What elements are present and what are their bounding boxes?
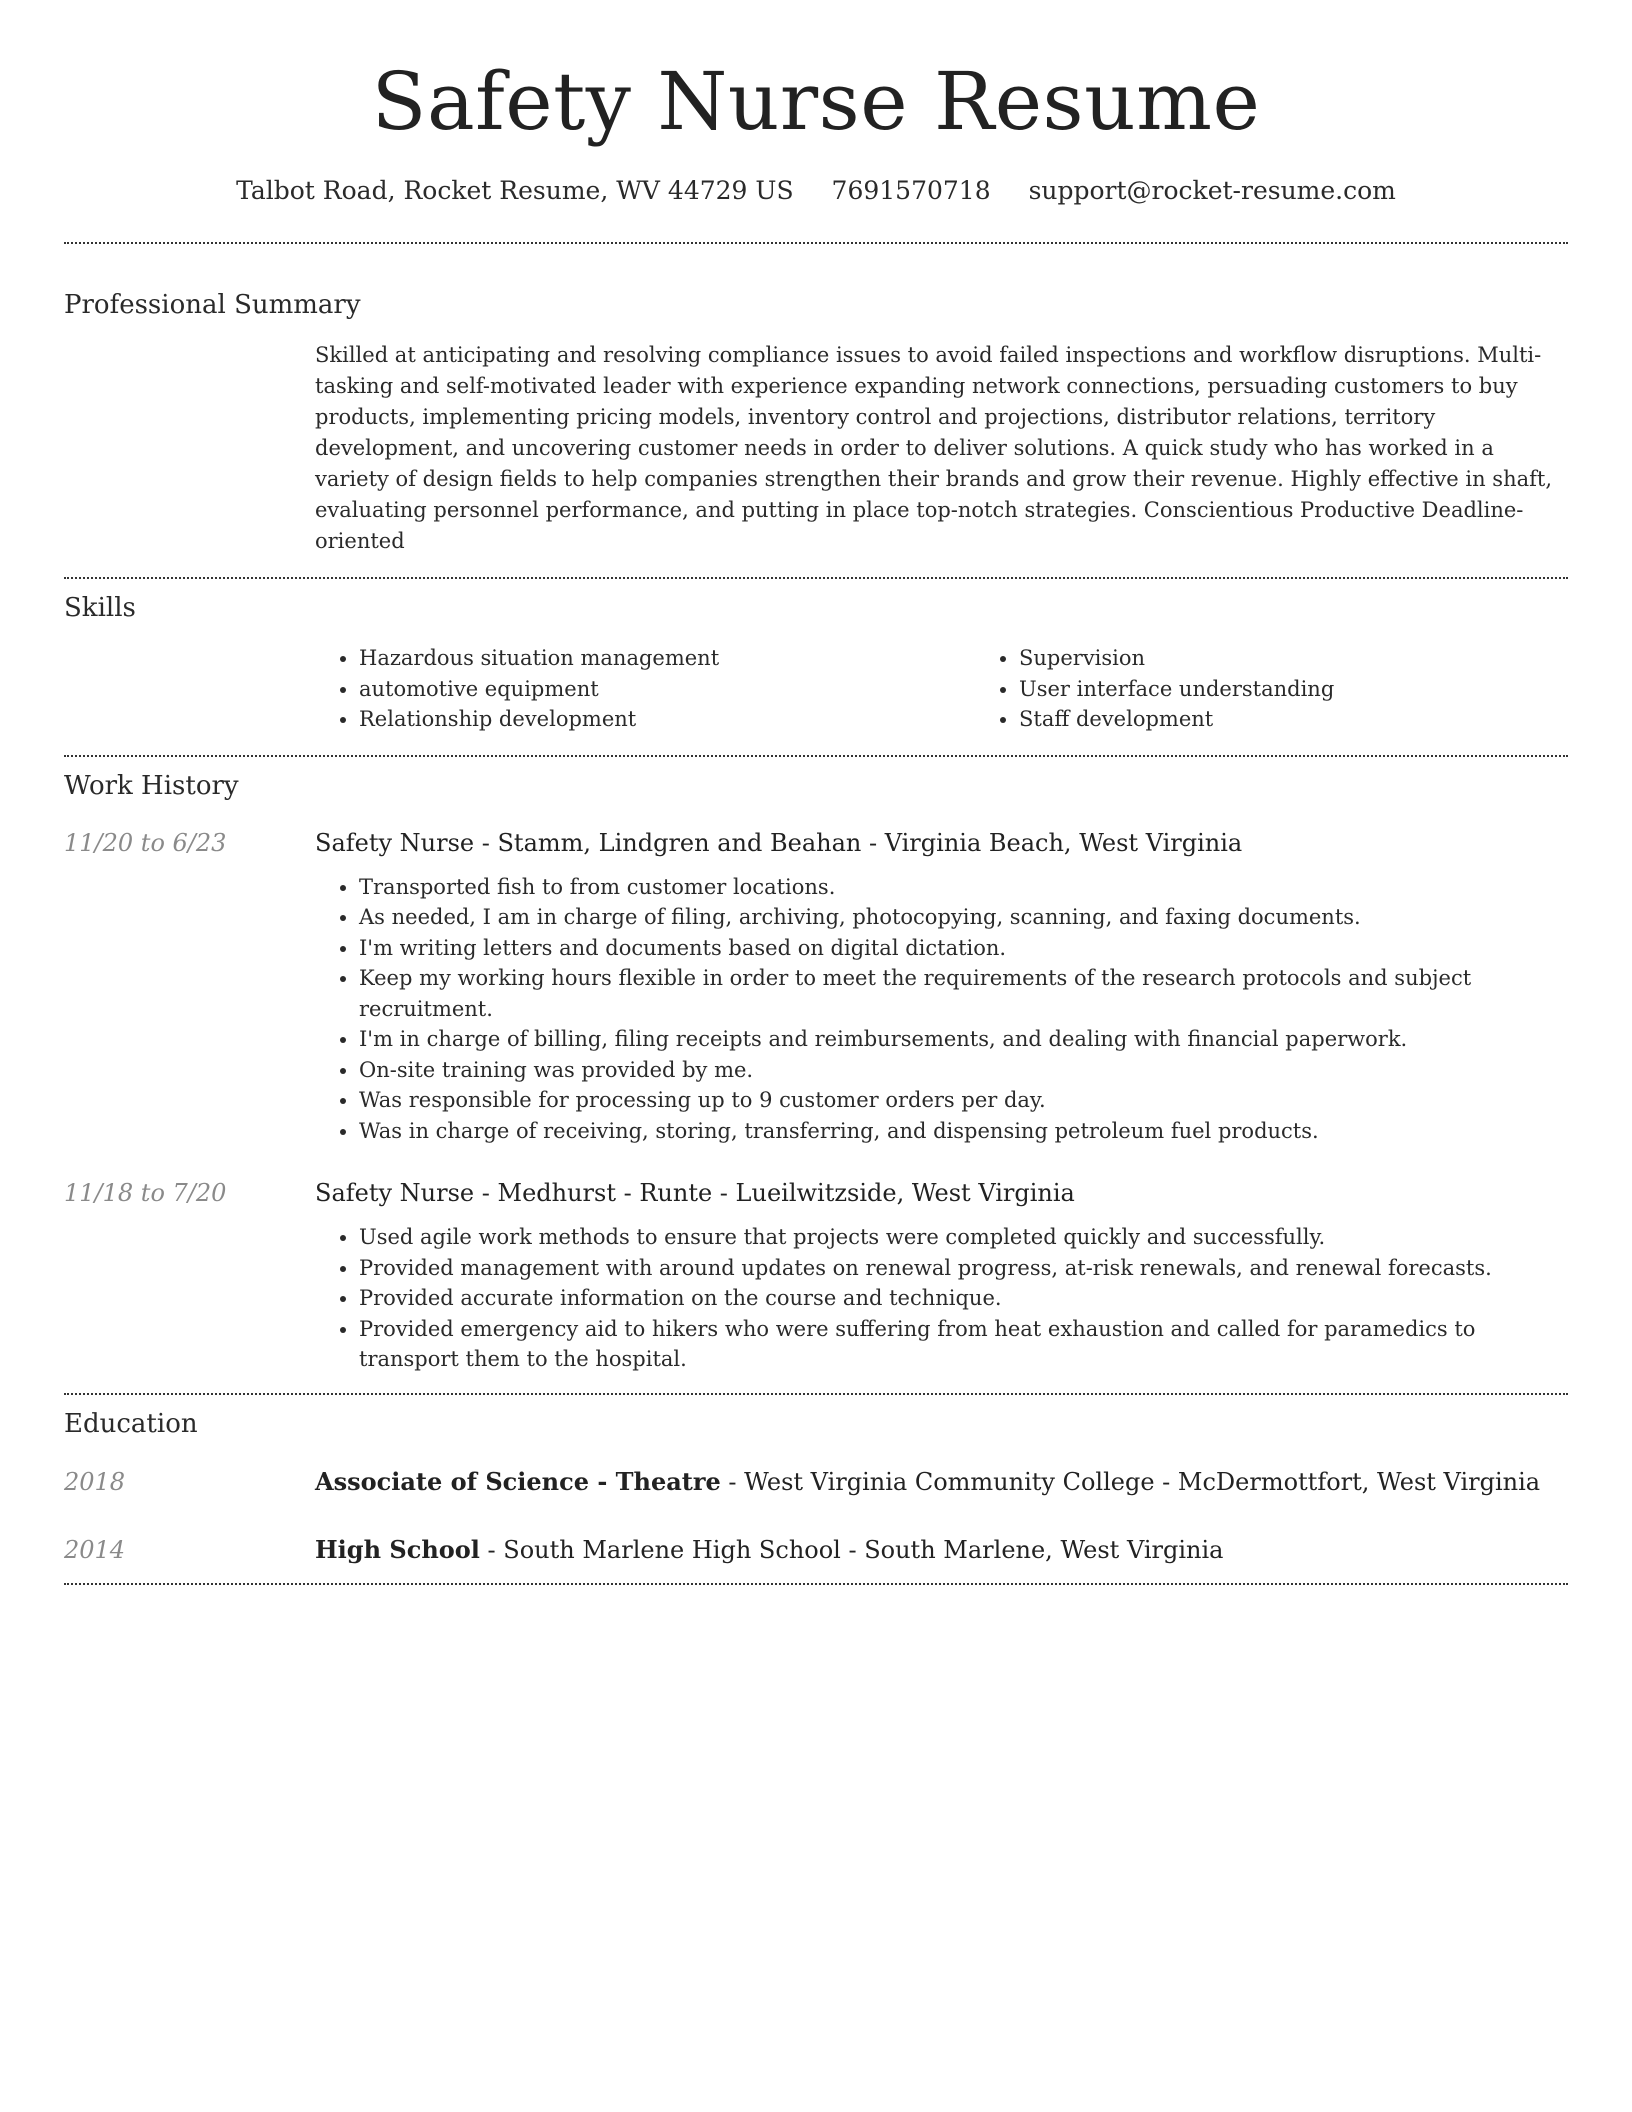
skill-item: • User interface understanding <box>1019 674 1632 705</box>
summary-text: Skilled at anticipating and resolving compliance issues to avoid failed inspections and workflow disruptions. Multi-tasking and self-motivated leader with experience expanding network connections, persuading customers to buy products, implementing pricing models, inventory control and projections, distributor relations, territory development, and uncovering customer needs in order to deliver solutions. A quick study who has worked in a variety of design fields to help companies strengthen their brands and grow their revenue. Highly effective in shaft, evaluating personnel performance, and putting in place top-notch strategies. Conscientious Productive Deadline-oriented <box>315 343 1553 553</box>
skill-item: • automotive equipment <box>359 674 975 705</box>
education-school: - South Marlene High School - South Marlene, West Virginia <box>479 1535 1224 1564</box>
work-section <box>64 757 1568 1375</box>
contact-address: Talbot Road, Rocket Resume, WV 44729 US <box>236 176 794 205</box>
education-school: - West Virginia Community College - McDermottfort, West Virginia <box>720 1467 1541 1496</box>
job-bullet: • Used agile work methods to ensure that projects were completed quickly and successfully. <box>359 1222 1568 1253</box>
job-role: Safety Nurse <box>315 828 475 857</box>
job-bullet: • Provided management with around updates on renewal progress, at-risk renewals, and renewal forecasts. <box>359 1253 1568 1284</box>
job-company: - Stamm, Lindgren and Beahan - Virginia Beach, West Virginia <box>474 828 1243 857</box>
contact-line <box>64 174 1568 208</box>
skills-grid <box>315 643 1568 735</box>
job-bullet: • As needed, I am in charge of filing, archiving, photocopying, scanning, and faxing documents. <box>359 902 1568 933</box>
education-degree: Associate of Science - Theatre <box>315 1466 721 1496</box>
job-bullet: • Keep my working hours flexible in order to meet the requirements of the research protocols and subject recruitment. <box>359 963 1568 1024</box>
job-bullet: • Provided emergency aid to hikers who were suffering from heat exhaustion and called for paramedics to transport them to the hospital. <box>359 1314 1568 1375</box>
job-bullet: • Was responsible for processing up to 9 customer orders per day. <box>359 1085 1568 1116</box>
summary-heading: Professional Summary <box>64 290 361 320</box>
job-title <box>315 1176 1075 1210</box>
job-header <box>64 826 1568 860</box>
job-entry <box>64 1176 1568 1375</box>
job-bullet: • I'm in charge of billing, filing receipts and reimbursements, and dealing with financial paperwork. <box>359 1024 1568 1055</box>
job-bullets <box>315 872 1568 1147</box>
education-entry <box>64 1533 1568 1567</box>
skill-item: • Relationship development <box>359 704 975 735</box>
summary-section <box>64 244 1568 557</box>
skill-item: • Staff development <box>1019 704 1632 735</box>
education-entry <box>64 1465 1568 1499</box>
skill-item: • Supervision <box>1019 643 1632 674</box>
education-title <box>315 1465 1540 1499</box>
skills-list-left <box>315 643 975 735</box>
education-year: 2014 <box>64 1535 126 1564</box>
contact-phone: 7691570718 <box>831 176 991 205</box>
job-title <box>315 826 1242 860</box>
resume-header <box>64 0 1568 208</box>
job-bullets <box>315 1222 1568 1375</box>
summary-body <box>315 340 1568 557</box>
job-bullet: • On-site training was provided by me. <box>359 1055 1568 1086</box>
education-heading: Education <box>64 1408 198 1439</box>
job-bullet: • Was in charge of receiving, storing, transferring, and dispensing petroleum fuel products. <box>359 1116 1568 1147</box>
job-dates: 11/18 to 7/20 <box>64 1179 227 1207</box>
education-section <box>64 1395 1568 1567</box>
job-bullet: • Transported fish to from customer locations. <box>359 872 1568 903</box>
job-bullet: • Provided accurate information on the course and technique. <box>359 1283 1568 1314</box>
education-degree: High School <box>315 1534 480 1564</box>
job-entry <box>64 826 1568 1147</box>
skills-section <box>64 579 1568 735</box>
divider <box>64 1583 1568 1585</box>
contact-email: support@rocket-resume.com <box>1028 176 1396 205</box>
job-bullet: • I'm writing letters and documents based on digital dictation. <box>359 933 1568 964</box>
education-year: 2018 <box>64 1467 126 1496</box>
job-bullet-list <box>315 872 1568 1147</box>
job-dates: 11/20 to 6/23 <box>64 828 227 857</box>
job-header <box>64 1176 1568 1210</box>
skills-list-right <box>975 643 1632 735</box>
skill-item: • Hazardous situation management <box>359 643 975 674</box>
skills-heading: Skills <box>64 593 136 623</box>
job-company: - Medhurst - Runte - Lueilwitzside, West Virginia <box>474 1179 1075 1207</box>
job-bullet-list <box>315 1222 1568 1375</box>
job-role: Safety Nurse <box>315 1179 475 1207</box>
resume-title: Safety Nurse Resume <box>371 55 1261 148</box>
work-heading: Work History <box>64 770 239 801</box>
education-title <box>315 1533 1223 1567</box>
